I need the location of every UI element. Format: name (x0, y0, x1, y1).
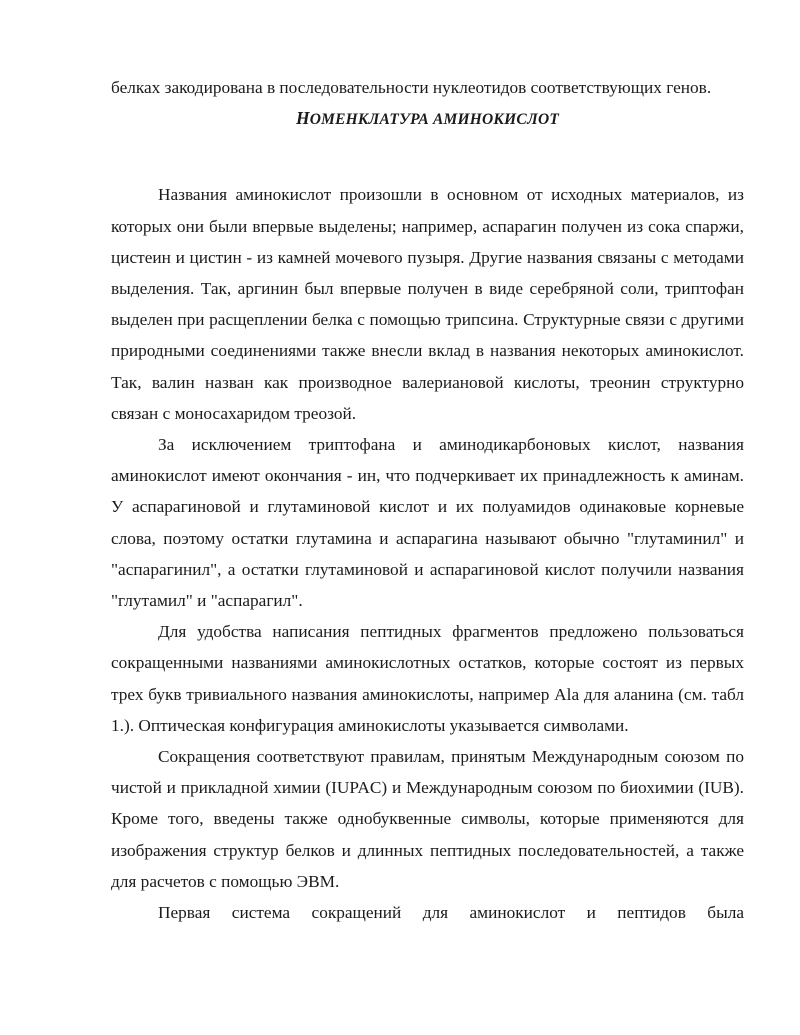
paragraph-abbreviations: Для удобства написания пептидных фрагментов предложено пользоваться сокращенными названиями аминокислотных остатков, которые состоят из первых трех букв тривиального названия аминокислоты, например Ala для аланина (см. табл 1.). Оптическая конфигурация аминокислоты указывается символами. (111, 622, 744, 735)
paragraph-names-origin: Названия аминокислот произошли в основном от исходных материалов, из которых они были впервые выделены; например, аспарагин получен из сока спаржи, цистеин и цистин - из камней мочевого пузыря. Другие названия связаны с методами выделения. Так, аргинин был впервые получен в виде серебряной соли, триптофан выделен при расщеплении белка с помощью трипсина. Структурные связи с другими природными соединениями также внесли вклад в названия некоторых аминокислот. Так, валин назван как производное валериановой кислоты, треонин структурно связан с моносахаридом треозой. (111, 185, 744, 423)
document-page (111, 72, 744, 928)
paragraph-endings: За исключением триптофана и аминодикарбоновых кислот, названия аминокислот имеют окончания - ин, что подчеркивает их принадлежность к аминам. У аспарагиновой и глутаминовой кислот и их полуамидов одинаковые корневые слова, поэтому остатки глутамина и аспарагина называют обычно "глутаминил" и "аспарагинил", а остатки глутаминовой и аспарагиновой кислот получили названия "глутамил" и "аспарагил". (111, 435, 744, 611)
continuation-paragraph: белках закодирована в последовательности нуклеотидов соответствующих генов. (111, 78, 712, 97)
paragraph-iupac: Сокращения соответствуют правилам, принятым Международным союзом по чистой и прикладной химии (IUPAC) и Международным союзом по биохимии (IUB). Кроме того, введены также однобуквенные символы, которые применяются для изображения структур белков и длинных пептидных последовательностей, а также для расчетов с помощью ЭВМ. (111, 747, 744, 891)
paragraph-first-system: Первая система сокращений для аминокислот и пептидов была (158, 903, 744, 923)
section-heading (111, 103, 744, 135)
heading-first-letter: Н (295, 108, 310, 129)
heading-text: ОМЕНКЛАТУРА АМИНОКИСЛОТ (309, 111, 560, 129)
